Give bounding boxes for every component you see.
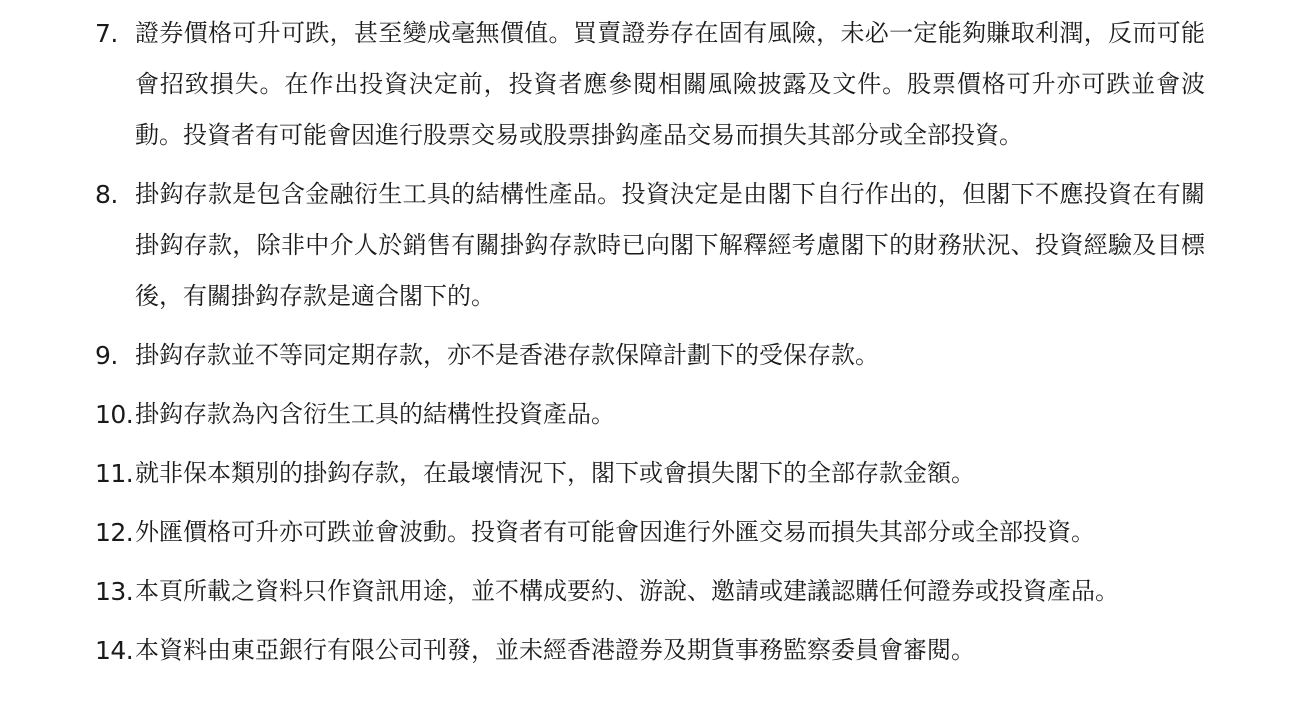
item-number: 12.: [95, 518, 134, 547]
item-text: 掛鈎存款並不等同定期存款，亦不是香港存款保障計劃下的受保存款。: [135, 341, 879, 369]
item-text: 外匯價格可升亦可跌並會波動。投資者有可能會因進行外匯交易而損失其部分或全部投資。: [135, 518, 1095, 546]
disclaimer-item-8: [0, 169, 1300, 322]
item-number: 7.: [95, 19, 118, 48]
item-number: 13.: [95, 577, 134, 606]
item-number: 10.: [95, 400, 134, 429]
item-text: 本頁所載之資料只作資訊用途，並不構成要約、游說、邀請或建議認購任何證券或投資產品。: [135, 577, 1119, 605]
item-text: 證券價格可升可跌，甚至變成毫無價值。買賣證券存在固有風險，未必一定能夠賺取利潤，反而可能會招致損失。在作出投資決定前，投資者應參閱相關風險披露及文件。股票價格可升亦可跌並會波動。投資者有可能會因進行股票交易或股票掛鈎產品交易而損失其部分或全部投資。: [135, 19, 1205, 149]
disclaimer-item-10: [0, 389, 1300, 440]
disclaimer-item-12: [0, 507, 1300, 558]
item-text: 掛鈎存款為內含衍生工具的結構性投資產品。: [135, 400, 615, 428]
item-number: 11.: [95, 459, 134, 488]
disclaimer-item-11: [0, 448, 1300, 499]
disclaimer-item-14: [0, 625, 1300, 676]
item-number: 9.: [95, 341, 118, 370]
item-number: 14.: [95, 636, 134, 665]
item-text: 本資料由東亞銀行有限公司刊發，並未經香港證券及期貨事務監察委員會審閱。: [135, 636, 975, 664]
item-text: 就非保本類別的掛鈎存款，在最壞情況下，閣下或會損失閣下的全部存款金額。: [135, 459, 975, 487]
item-text: 掛鈎存款是包含金融衍生工具的結構性產品。投資決定是由閣下自行作出的，但閣下不應投資在有關掛鈎存款，除非中介人於銷售有關掛鈎存款時已向閣下解釋經考慮閣下的財務狀況、投資經驗及目標後，有關掛鈎存款是適合閣下的。: [135, 180, 1205, 310]
disclaimer-item-7: [0, 8, 1300, 161]
item-number: 8.: [95, 180, 118, 209]
disclaimer-item-9: [0, 330, 1300, 381]
disclaimer-item-13: [0, 566, 1300, 617]
